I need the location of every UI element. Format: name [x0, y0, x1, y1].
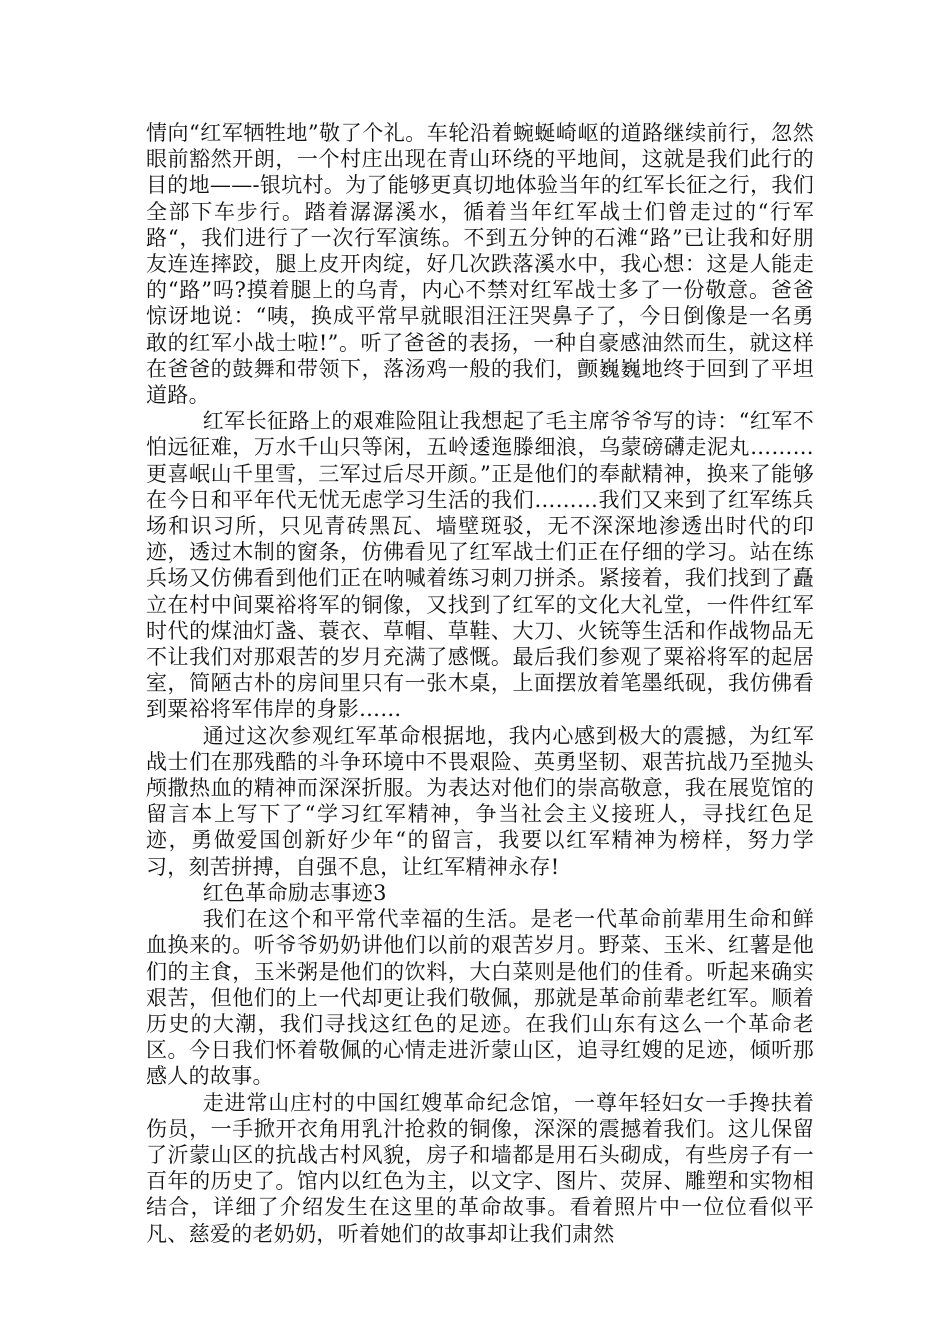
paragraph-1: 情向“红军牺牲地”敬了个礼。车轮沿着蜿蜒崎岖的道路继续前行，忽然眼前豁然开朗，一个村庄出现在青山环绕的平地间，这就是我们此行的目的地——-银坑村。为了能够更真切地体验当年的红军长征之行，我们全部下车步行。踏着潺潺溪水，循着当年红军战士们曾走过的“行军路“，我们进行了一次行军演练。不到五分钟的石滩“路”已让我和好朋友连连摔跤，腿上皮开肉绽，好几次跌落溪水中，我心想：这是人能走的“路”吗?摸着腿上的乌青，内心不禁对红军战士多了一份敬意。爸爸惊讶地说：“咦，换成平常早就眼泪汪汪哭鼻子了，今日倒像是一名勇敢的红军小战士啦!”。听了爸爸的表扬，一种自豪感油然而生，就这样在爸爸的鼓舞和带领下，落汤鸡一般的我们，颤巍巍地终于回到了平坦道路。 — [146, 121, 814, 408]
document-body — [146, 120, 814, 1247]
section-heading: 红色革命励志事迹3 — [202, 880, 387, 905]
paragraph-5: 走进常山庄村的中国红嫂革命纪念馆，一尊年轻妇女一手搀扶着伤员，一手掀开衣角用乳汁抢救的铜像，深深的震撼着我们。这儿保留了沂蒙山区的抗战古村风貌，房子和墙都是用石头砌成，有些房子有一百年的历史了。馆内以红色为主，以文字、图片、荧屏、雕塑和实物相结合，详细了介绍发生在这里的革命故事。看着照片中一位位看似平凡、慈爱的老奶奶，听着她们的故事却让我们肃然 — [146, 1090, 814, 1246]
paragraph-2: 红军长征路上的艰难险阻让我想起了毛主席爷爷写的诗：“红军不怕远征难，万水千山只等闲，五岭逶迤滕细浪，乌蒙磅礴走泥丸………更喜岷山千里雪，三军过后尽开颜。”正是他们的奉献精神，换来了能够在今日和平年代无忧无虑学习生活的我们………我们又来到了红军练兵场和识习所，只见青砖黑瓦、墙壁斑驳，无不深深地渗透出时代的印迹，透过木制的窗条，仿佛看见了红军战士们正在仔细的学习。站在练兵场又仿佛看到他们正在呐喊着练习刺刀拼杀。紧接着，我们找到了矗立在村中间粟裕将军的铜像，又找到了红军的文化大礼堂，一件件红军时代的煤油灯盏、蓑衣、草帽、草鞋、大刀、火铳等生活和作战物品无不让我们对那艰苦的岁月充满了感慨。最后我们参观了粟裕将军的起居室，简陋古朴的房间里只有一张木桌，上面摆放着笔墨纸砚，我仿佛看到粟裕将军伟岸的身影…… — [146, 409, 814, 722]
paragraph-3: 通过这次参观红军革命根据地，我内心感到极大的震撼，为红军战士们在那残酷的斗争环境中不畏艰险、英勇坚韧、艰苦抗战乃至抛头颅撒热血的精神而深深折服。为表达对他们的崇高敬意，我在展览馆的留言本上写下了“学习红军精神，争当社会主义接班人，寻找红色足迹，勇做爱国创新好少年“的留言，我要以红军精神为榜样，努力学习，刻苦拼搏，自强不息，让红军精神永存! — [146, 723, 814, 879]
paragraph-4: 我们在这个和平常代幸福的生活。是老一代革命前辈用生命和鲜血换来的。听爷爷奶奶讲他们以前的艰苦岁月。野菜、玉米、红薯是他们的主食，玉米粥是他们的饮料，大白菜则是他们的佳肴。听起来确实艰苦，但他们的上一代却更让我们敬佩，那就是革命前辈老红军。顺着历史的大潮，我们寻找这红色的足迹。在我们山东有这么一个革命老区。今日我们怀着敬佩的心情走进沂蒙山区，追寻红嫂的足迹，倾听那感人的故事。 — [146, 907, 814, 1089]
